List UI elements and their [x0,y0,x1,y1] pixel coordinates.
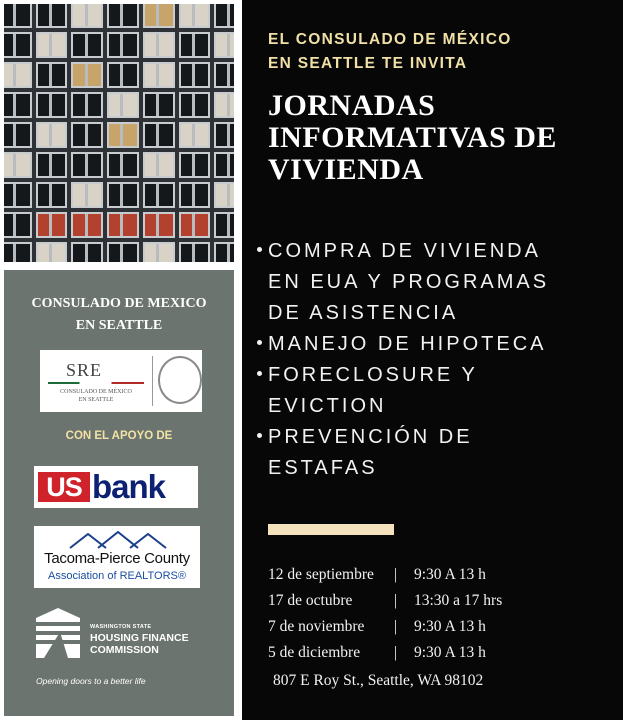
consulate-title-line2: EN SEATTLE [75,318,163,333]
topic-3-line2: EVICTION [268,395,387,417]
house-roof-icon [68,530,168,550]
topic-4-line2: ESTAFAS [268,457,378,479]
sre-caption-line2: EN SEATTLE [78,397,114,403]
consulate-title-line1: CONSULADO DE MEXICO [31,296,207,311]
usbank-wordmark: bank [92,468,166,505]
schedule-date: 7 de noviembre [268,618,365,635]
accent-divider [268,524,394,535]
schedule-separator: | [394,566,398,583]
headline-line2: INFORMATIVAS DE [268,121,557,154]
schedule-date: 5 de diciembre [268,644,361,661]
hfc-name [90,632,210,656]
schedule-row [268,618,618,644]
realtors-name: Tacoma-Pierce County [44,550,190,567]
hfc-tagline: Opening doors to a better life [36,676,146,686]
sre-acronym: SRE [66,360,103,380]
topic-3-line1: FORECLOSURE Y [268,364,478,386]
schedule-separator: | [394,618,398,635]
hfc-state-label: WASHINGTON STATE [90,624,152,630]
topics-list [268,236,618,484]
schedule-row [268,592,618,618]
sre-caption-line1: CONSULADO DE MÉXICO [60,389,132,395]
realtors-association: Association of REALTORS® [48,570,186,582]
sre-caption [46,388,146,404]
schedule-list [268,566,618,670]
flag-stripe [48,382,144,384]
topic-1-line1: COMPRA DE VIVIENDA [268,240,541,262]
schedule-date: 17 de octubre [268,592,353,609]
building-photo [4,4,234,262]
schedule-row [268,566,618,592]
topic-1-line2: EN EUA Y PROGRAMAS [268,271,550,293]
schedule-separator: | [394,644,398,661]
schedule-hours: 13:30 a 17 hrs [414,592,503,609]
invite-line1: EL CONSULADO DE MÉXICO [268,31,512,48]
event-address: 807 E Roy St., Seattle, WA 98102 [273,672,484,689]
schedule-hours: 9:30 A 13 h [414,618,486,635]
topic-1-line3: DE ASISTENCIA [268,302,459,324]
schedule-date: 12 de septiembre [268,566,374,583]
headline-line3: VIVIENDA [268,153,424,186]
headline-line1: JORNADAS [268,89,436,122]
hfc-name-line2: COMMISSION [90,644,159,656]
mexico-seal-icon [158,356,202,404]
topic-4-line1: PREVENCIÓN DE [268,426,473,448]
usbank-logo [34,466,198,508]
usbank-shield: US [38,472,90,502]
sre-logo [40,350,202,412]
topic-item [268,422,618,484]
support-label: CON EL APOYO DE [65,430,173,442]
topic-2-line1: MANEJO DE HIPOTECA [268,333,547,355]
sponsors-panel [4,270,234,716]
invite-line2: EN SEATTLE TE INVITA [268,55,468,72]
flyer-main [242,0,623,720]
topic-item [268,329,618,360]
schedule-separator: | [394,592,398,609]
topic-item [268,236,618,329]
logo-separator [152,356,153,406]
realtors-logo [34,526,200,588]
topic-item [268,360,618,422]
hfc-house-icon [34,608,82,660]
hfc-name-line1: HOUSING FINANCE [90,632,189,644]
schedule-hours: 9:30 A 13 h [414,566,486,583]
schedule-hours: 9:30 A 13 h [414,644,486,661]
schedule-row [268,644,618,670]
